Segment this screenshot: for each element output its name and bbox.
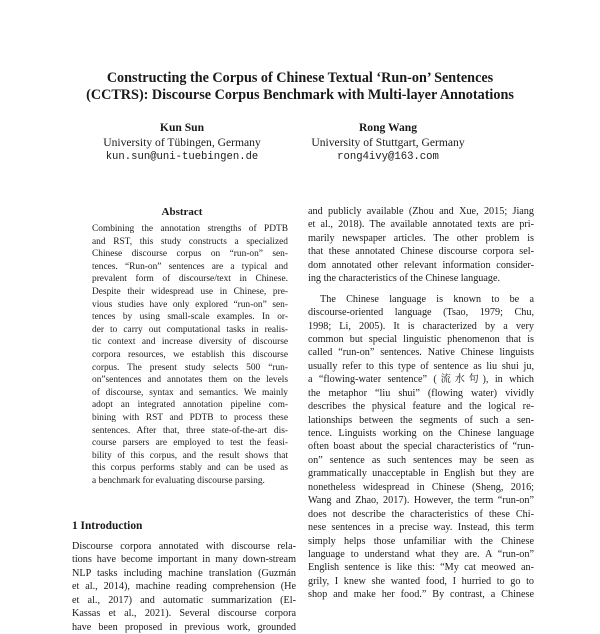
text-line: discourse-oriented language (Tsao, 1979; Chu, [308,307,534,319]
author-block-2 [258,120,518,165]
text-line: et al., 2017) and automatic summarization (El- [72,594,296,606]
text-line: grammatically unacceptable in English but they are [308,468,534,480]
text-line: Kassas et al., 2021). Several discourse corpora [72,608,296,620]
author-name: Kun Sun [159,121,205,134]
text-line: shop and make her food.” By contrast, a Chinese [308,589,534,601]
text-line: Discourse corpora annotated with discourse rela- [72,541,296,552]
text-line: Combining the annotation strengths of PDTB [92,224,288,234]
text-line: have been proposed in previous work, grounded [72,621,296,633]
text-line: on” sentence as such sentences may be seen as [308,454,534,466]
text-line: describes the physical feature and the logical re- [308,401,534,413]
text-line: language to understand what they are. A “run-on” [308,548,534,560]
text-line: tence. Linguists working on the Chinese language [308,428,534,439]
paragraph-1 [308,205,534,286]
text-line: tic context and increase diversity of discourse [92,337,288,348]
author-email: kun.sun@uni-tuebingen.de [105,151,259,163]
text-line: corpus. The present study selects 500 “run- [92,362,288,373]
text-line: et al., 2018). The available annotated texts are pri- [308,219,534,231]
text-line: grily, I knew she wanted food, I hurried to go to [308,575,534,587]
text-line: a benchmark for evaluating discourse parsing. [92,475,265,486]
text-line: called “run-on” sentences. Native Chinese linguists [308,347,534,359]
introduction-body [72,540,296,634]
text-line: nonetheless widespread in Chinese (Sheng, 2016; [308,481,534,493]
text-line: and RST, this study constructs a specialized [92,236,288,247]
paragraph-2 [308,293,534,602]
text-line: English sentence is like this: “My cat meowed an- [308,562,534,574]
text-line: this corpus performs stably and can be used as [92,463,288,474]
author-affiliation: University of Tübingen, Germany [103,136,261,149]
text-line: Despite their widespread use in Chinese, pre- [92,286,288,297]
text-line: ing the characteristics of the Chinese language. [308,273,501,285]
text-line: course parsers are employed to test the feasi- [92,438,288,449]
text-line: marily newspaper articles. The other problem is [308,232,534,244]
text-line: common but special linguistic phenomenon that is [308,333,534,345]
text-line: that these annotated Chinese discourse corpora sel- [308,246,534,258]
text-line: often boast about the special characteristics of “run- [308,441,534,453]
text-line: bining with RST and PDTB to process these [92,412,288,423]
author-email: rong4ivy@163.com [337,151,439,163]
text-line: Chinese discourse corpus on “run-on” sen- [92,249,288,260]
text-line: The Chinese language is known to be a [320,293,534,305]
text-line: vious studies have only explored “run-on” sen- [92,299,288,310]
right-column-body [308,205,534,602]
text-line: prevalent form of discourse/text in Chinese. [92,274,288,285]
text-line: sentences. After that, three state-of-the-art dis- [92,425,288,436]
text-line: simply helps those unfamiliar with the Chinese [308,535,534,547]
section-heading-introduction: 1 Introduction [72,520,143,532]
text-line: et al., 2014), machine reading comprehension (He [72,581,296,593]
text-line: the metaphor “liu shui” (flowing water) vividly [308,387,534,399]
text-line: and publicly available (Zhou and Xue, 2015; Jiang [308,206,534,217]
text-line: 1998; Li, 2005). It is characterized by a very [308,320,534,332]
abstract-heading: Abstract [161,206,203,218]
text-line: adopt an integrated annotation pipeline com- [92,400,288,411]
text-line: corpora resources, we establish this discourse [92,349,288,360]
text-line: der to carry out computational tasks in realis- [92,324,288,335]
text-line: on”sentences and annotates them on the levels [92,375,288,386]
abstract-body [92,223,288,487]
text-line: dom annotated other relevant information consider- [308,259,534,271]
author-name: Rong Wang [358,121,418,134]
paper-title-line-1: Constructing the Corpus of Chinese Textual ‘Run-on’ Sentences [106,70,494,86]
text-line: tences by using small-scale examples. In or- [92,312,288,323]
text-line: bility of this corpus, and the result shows that [92,450,288,461]
text-line: NLP tasks including machine translation (Guzmán [72,567,296,579]
text-line: tions have become important in many down-stream [72,554,296,566]
text-line: a “flowing-water sentence” (流水句), in which [308,374,534,386]
paper-title-line-2: (CCTRS): Discourse Corpus Benchmark with Multi-layer Annotations [86,87,514,103]
author-affiliation: University of Stuttgart, Germany [311,136,465,149]
text-line: lationships between the segments of such a sen- [308,414,534,426]
text-line: Wang and Zhao, 2017). However, the term “run-on” [308,495,534,507]
text-line: nese sentences in a precise way. Instead, this term [308,522,534,534]
text-line: of discourse, syntax and semantics. We mainly [92,387,288,398]
text-line: usually refer to this type of sentence as liu shui ju, [308,360,534,372]
text-line: tences. “Run-on” sentences are a typical and [92,261,288,272]
text-line: does not describe the characteristics of these Chi- [308,508,534,520]
